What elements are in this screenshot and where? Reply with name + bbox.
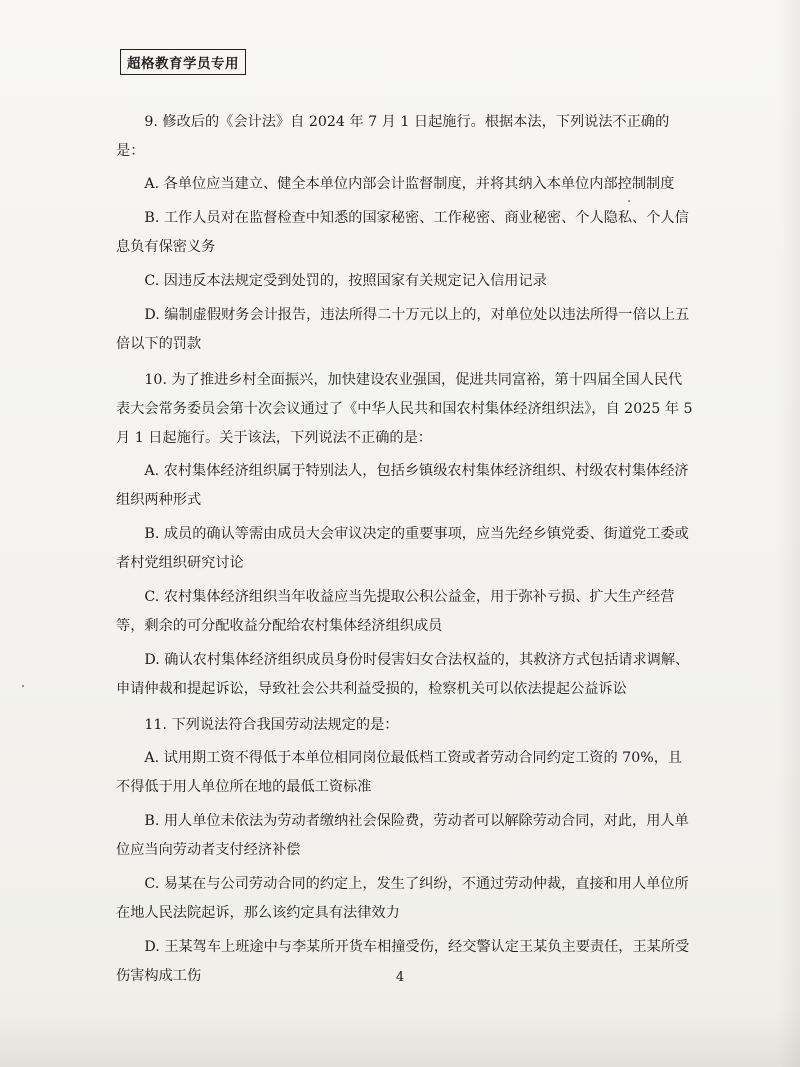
option-c: C. 农村集体经济组织当年收益应当先提取公积公益金，用于弥补亏损、扩大生产经营等，剩余的可分配收益分配给农村集体经济组织成员 (116, 589, 675, 634)
option-d: D. 编制虚假财务会计报告，违法所得二十万元以上的，对单位处以违法所得一倍以上五倍以下的罚款 (116, 307, 690, 352)
option-a: A. 试用期工资不得低于本单位相同岗位最低档工资或者劳动合同约定工资的 70%，且不得低于用人单位所在地的最低工资标准 (116, 750, 683, 795)
question-10 (116, 366, 696, 704)
page-edge-shadow (778, 0, 800, 1067)
option-d: D. 确认农村集体经济组织成员身份时侵害妇女合法权益的，其救济方式包括请求调解、申请仲裁和提起诉讼，导致社会公共利益受损的，检察机关可以依法提起公益诉讼 (116, 652, 690, 697)
option-b: B. 工作人员对在监督检查中知悉的国家秘密、工作秘密、商业秘密、个人隐私、个人信息负有保密义务 (116, 210, 689, 255)
scan-speck (22, 685, 24, 687)
page-bottom-shadow (0, 1010, 800, 1067)
option-c: C. 易某在与公司劳动合同的约定上，发生了纠纷，不通过劳动仲裁，直接和用人单位所在地人民法院起诉，那么该约定具有法律效力 (116, 876, 689, 921)
option-b: B. 用人单位未依法为劳动者缴纳社会保险费，劳动者可以解除劳动合同，对此，用人单位应当向劳动者支付经济补偿 (116, 813, 689, 858)
header-stamp: 超格教育学员专用 (120, 49, 246, 75)
question-stem: 11. 下列说法符合我国劳动法规定的是： (144, 717, 399, 733)
option-a: A. 农村集体经济组织属于特别法人，包括乡镇级农村集体经济组织、村级农村集体经济组织两种形式 (116, 463, 689, 508)
option-d: D. 王某驾车上班途中与李某所开货车相撞受伤，经交警认定王某负主要责任，王某所受伤害构成工伤 (116, 939, 690, 984)
option-c: C. 因违反本法规定受到处罚的，按照国家有关规定记入信用记录 (144, 273, 547, 289)
question-9 (116, 108, 696, 359)
scan-speck (628, 200, 630, 202)
question-11 (116, 711, 696, 991)
exam-content (116, 108, 696, 996)
option-a: A. 各单位应当建立、健全本单位内部会计监督制度，并将其纳入本单位内部控制制度 (144, 176, 675, 192)
question-stem: 9. 修改后的《会计法》自 2024 年 7 月 1 日起施行。根据本法，下列说法不正确的是： (116, 114, 670, 159)
option-b: B. 成员的确认等需由成员大会审议决定的重要事项，应当先经乡镇党委、街道党工委或者村党组织研究讨论 (116, 526, 689, 571)
page-number: 4 (395, 970, 405, 985)
question-stem: 10. 为了推进乡村全面振兴，加快建设农业强国，促进共同富裕，第十四届全国人民代表大会常务委员会第十次会议通过了《中华人民共和国农村集体经济组织法》，自 2025 年 5 月 1 日起施行。关于该法，下列说法不正确的是： (116, 372, 693, 446)
